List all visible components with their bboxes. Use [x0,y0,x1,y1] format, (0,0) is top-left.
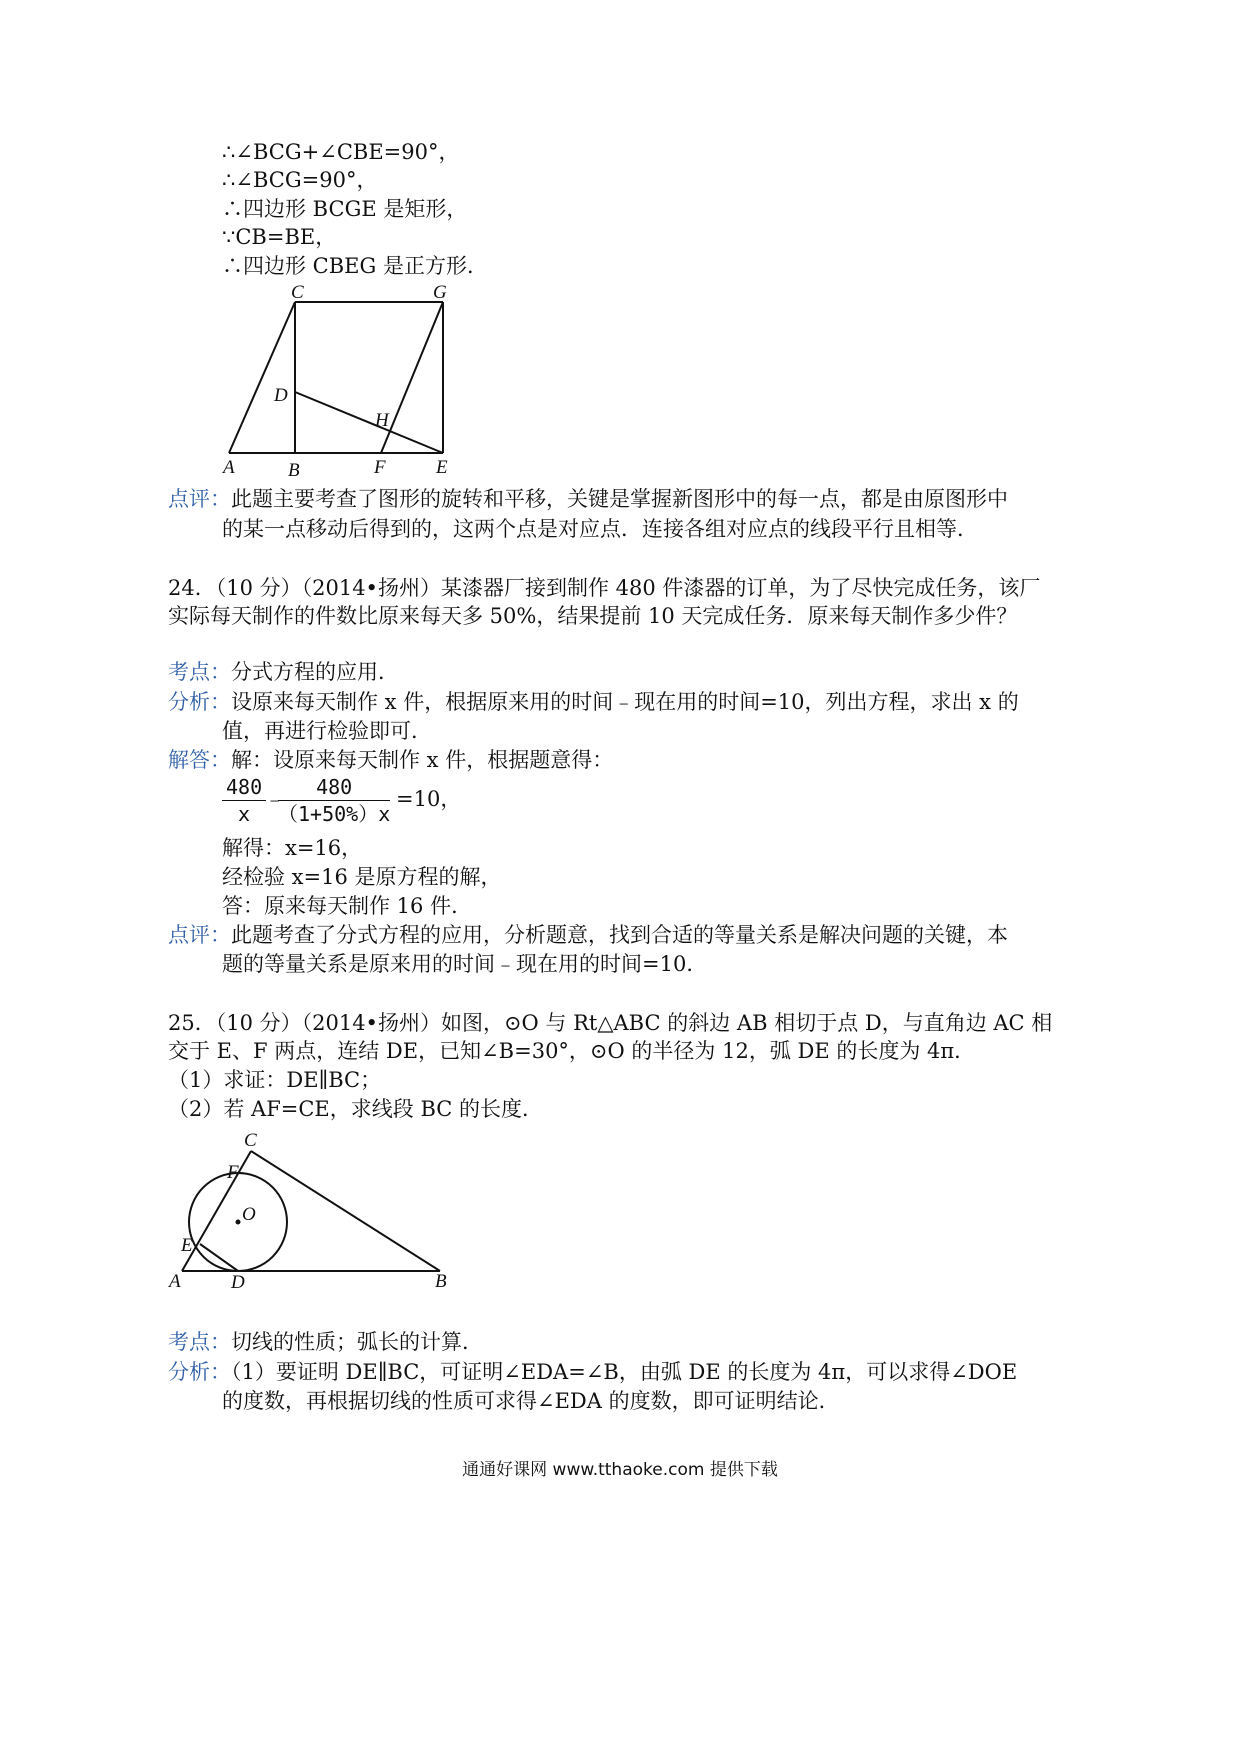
q24-solution-line-2: 解得：x=16， [222,836,363,860]
q25-stem-line-1: 25．（10 分）（2014•扬州）如图，⊙O 与 Rt△ABC 的斜边 AB 相切于点 D，与直角边 AC 相 [168,1011,1053,1035]
label-c: C [291,282,304,303]
fraction-numerator: 480 [278,774,390,801]
proof-line-5: ∴四边形 CBEG 是正方形． [222,254,488,278]
review23-line-1: 点评：此题主要考查了图形的旋转和平移，关键是掌握新图形中的每一点，都是由原图形中 [168,487,1008,511]
q25-part-2: （2）若 AF=CE，求线段 BC 的长度． [168,1097,544,1121]
proof-line-4: ∵CB=BE， [222,225,337,249]
analysis-tag: 分析： [168,690,231,714]
equation-tail: =10， [396,787,462,811]
q24-solution-line-1: 解答：解：设原来每天制作 x 件，根据题意得： [168,748,614,772]
label-b: B [435,1271,447,1292]
review23-line-2: 的某一点移动后得到的，这两个点是对应点．连接各组对应点的线段平行且相等． [222,517,978,541]
figure-circle-triangle [160,1125,460,1295]
q25-analysis-line-1: 分析：（1）要证明 DE∥BC，可证明∠EDA=∠B，由弧 DE 的长度为 4π，可以求得∠DOE [168,1360,1018,1384]
minus-sign: ﹣ [264,787,285,811]
fraction-denominator: （1+50%）x [278,802,391,826]
q24-analysis-line-1: 分析：设原来每天制作 x 件，根据原来用的时间﹣现在用的时间=10，列出方程，求出 x 的 [168,690,1019,714]
q24-review-line-2: 题的等量关系是原来用的时间﹣现在用的时间=10． [222,952,708,976]
review-tag: 点评： [168,923,231,947]
footer-credit: 通通好课网 www.tthaoke.com 提供下载 [462,1460,778,1480]
label-e: E [436,457,448,478]
topic-tag: 考点： [168,1330,231,1354]
center-point-o [236,1220,241,1225]
label-h: H [375,410,389,431]
fraction-480-over-1-5x [278,774,390,827]
topic-tag: 考点： [168,660,231,684]
label-a: A [223,457,235,478]
fraction-denominator: x [238,802,251,826]
review-tag: 点评： [168,487,231,511]
label-a: A [169,1271,181,1292]
solution-tag: 解答： [168,748,231,772]
label-d: D [231,1272,245,1293]
q24-topic: 考点：分式方程的应用． [168,660,399,684]
label-b: B [288,460,300,481]
label-g: G [433,282,447,303]
proof-line-1: ∴∠BCG+∠CBE=90°， [222,140,460,164]
q25-topic: 考点：切线的性质；弧长的计算． [168,1330,483,1354]
segment-cb [251,1151,440,1271]
proof-line-2: ∴∠BCG=90°， [222,168,378,192]
proof-line-3: ∴四边形 BCGE 是矩形， [222,197,468,221]
segment-ac [229,302,295,453]
q24-solution-line-4: 答：原来每天制作 16 件． [222,894,473,918]
label-f: F [374,457,386,478]
q24-stem-line-2: 实际每天制作的件数比原来每天多 50%，结果提前 10 天完成任务．原来每天制作多少件？ [168,604,1018,628]
q25-stem-line-2: 交于 E、F 两点，连结 DE，已知∠B=30°，⊙O 的半径为 12，弧 DE 的长度为 4π． [168,1039,976,1063]
label-o: O [242,1204,256,1225]
segment-de [295,392,443,453]
label-e: E [181,1235,193,1256]
q25-part-1: （1）求证：DE∥BC； [168,1068,382,1092]
fraction-480-over-x [222,774,266,827]
q24-stem-line-1: 24．（10 分）（2014•扬州）某漆器厂接到制作 480 件漆器的订单，为了尽快完成任务，该厂 [168,576,1041,600]
label-f: F [227,1162,239,1183]
figure-square-cbeg [210,280,480,485]
q24-review-line-1: 点评：此题考查了分式方程的应用，分析题意，找到合适的等量关系是解决问题的关键，本 [168,923,1008,947]
q25-analysis-line-2: 的度数，再根据切线的性质可求得∠EDA 的度数，即可证明结论． [222,1389,840,1413]
label-c: C [244,1130,257,1151]
label-d: D [274,385,288,406]
q24-analysis-line-2: 值，再进行检验即可． [222,719,432,743]
analysis-tag: 分析： [168,1360,231,1384]
fraction-numerator: 480 [222,774,266,801]
q24-solution-line-3: 经检验 x=16 是原方程的解， [222,865,502,889]
